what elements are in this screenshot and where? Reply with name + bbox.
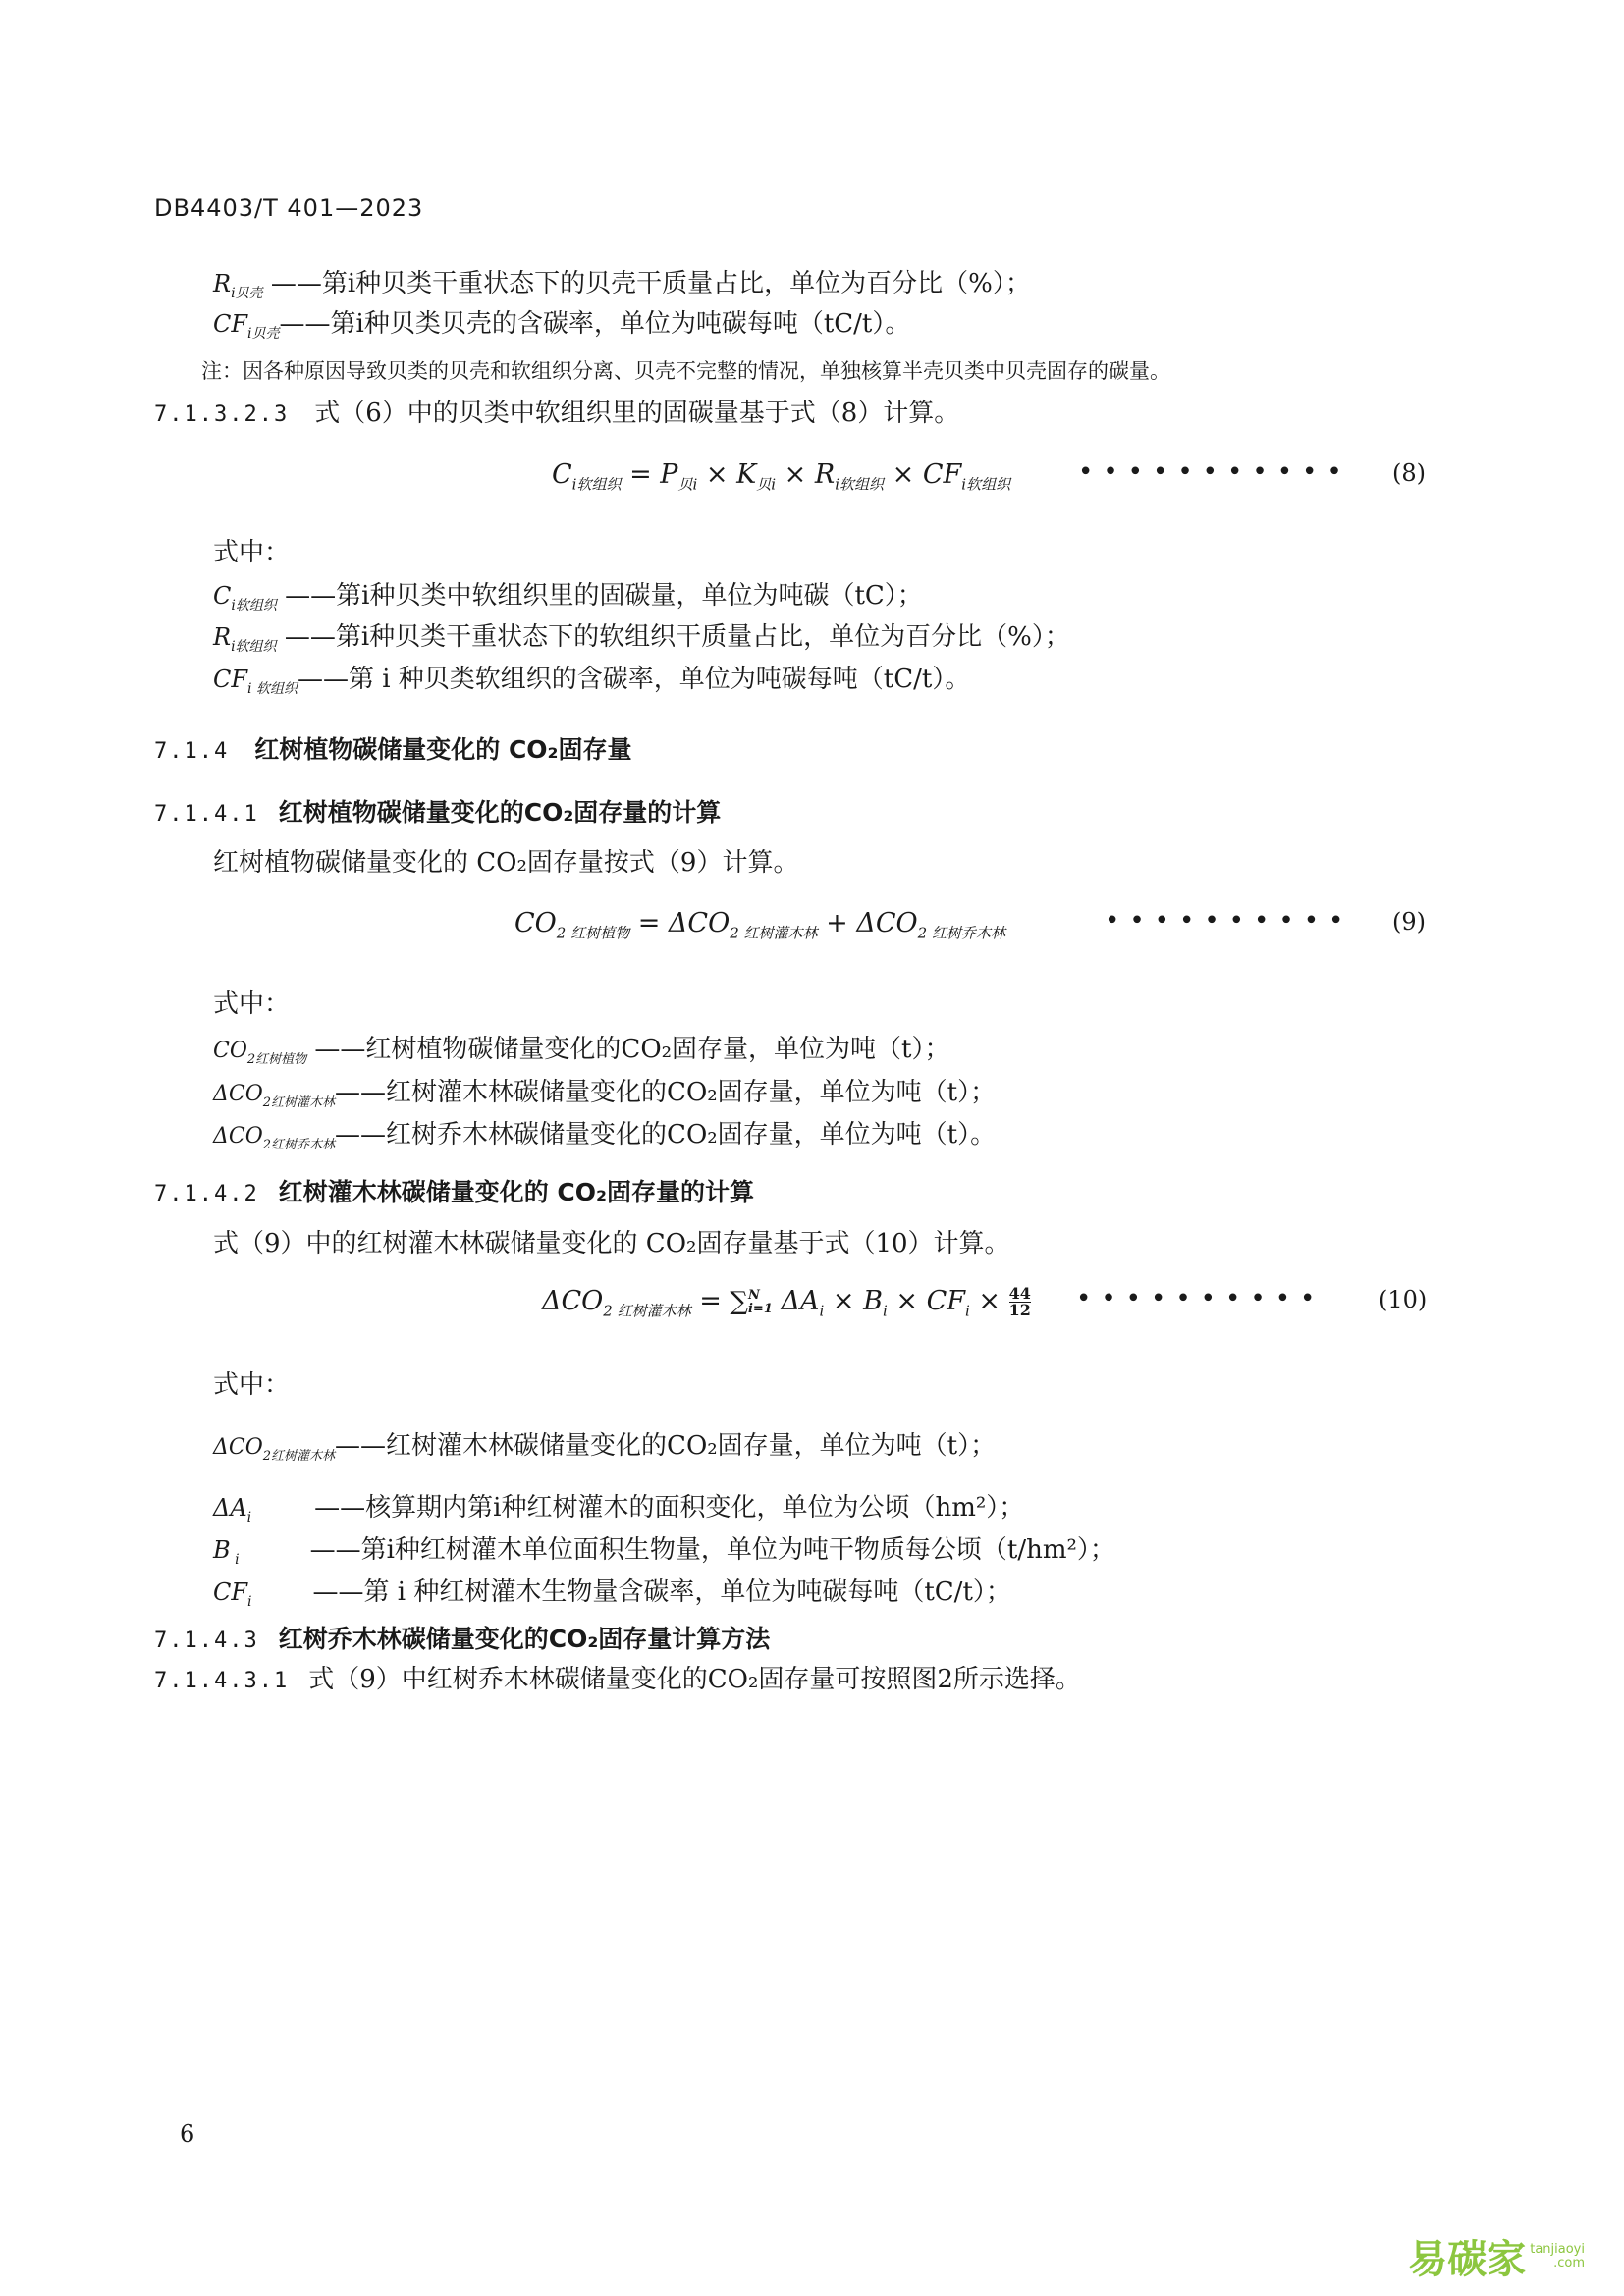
formula-10: $\Delta CO_{2 红树灌木林}$ = ∑ N i=1 $\Delta A_i \times B_i \times CF_i$ × $\frac{44}{12}$ [542, 1284, 1031, 1320]
watermark-logo: 易碳家 tanjiaoyi .com [1408, 2237, 1585, 2282]
equation-number-10: (10) [1379, 1286, 1428, 1313]
clause-7-1-4-3-1: 7.1.4.3.1 式（9）中红树乔木林碳储量变化的CO₂固存量可按照图2所示选择。 [154, 1665, 1081, 1694]
document-code: DB4403/T 401—2023 [154, 194, 424, 222]
definition-c-soft: $C_{i软组织}$ ——第i种贝类中软组织里的固碳量，单位为吨碳（tC）； [213, 581, 923, 614]
paragraph-7-1-4-2: 式（9）中的红树灌木林碳储量变化的 CO₂固存量基于式（10）计算。 [213, 1229, 1010, 1258]
leader-dots: ••••••••••• [1078, 457, 1352, 487]
definition-delta-a: $\Delta A_i$ ——核算期内第i种红树灌木的面积变化，单位为公顷（hm²）； [213, 1493, 1025, 1526]
formula-8: $C_{i软组织} = P_{贝i} \times K_{贝i} \times R_{i软组织} \times CF_{i软组织}$ [552, 459, 1011, 494]
definition-r-shell: $R_{i贝壳}$ ——第i种贝类干重状态下的贝壳干质量占比，单位为百分比（%）； [213, 269, 1031, 302]
definition-delta-co2-shrub: $\Delta CO_{2红树灌木林}——$红树灌木林碳储量变化的CO₂固存量，单位为吨（t）； [213, 1431, 997, 1465]
heading-7-1-4-1: 7.1.4.1 红树植物碳储量变化的CO₂固存量的计算 [154, 798, 722, 827]
definition-co2-mangrove: $CO_{2红树植物}$ ——红树植物碳储量变化的CO₂固存量，单位为吨（t）； [213, 1035, 950, 1068]
note: 注：因各种原因导致贝类的贝壳和软组织分离、贝壳不完整的情况，单独核算半壳贝类中贝壳固存的碳量。 [201, 359, 1170, 383]
equation-number-9: (9) [1392, 908, 1426, 935]
definition-co2-shrub: $\Delta CO_{2红树灌木林}——$红树灌木林碳储量变化的CO₂固存量，单位为吨（t）； [213, 1078, 997, 1111]
definition-b: B $_i$ ——第i种红树灌木单位面积生物量，单位为吨干物质每公顷（t/hm²）； [213, 1535, 1115, 1569]
heading-7-1-4: 7.1.4 红树植物碳储量变化的 CO₂固存量 [154, 735, 632, 764]
paragraph-7-1-4-1: 红树植物碳储量变化的 CO₂固存量按式（9）计算。 [213, 848, 799, 878]
definition-cf-shell: $CF_{i贝壳}——$第i种贝类贝壳的含碳率，单位为吨碳每吨（tC/t）。 [213, 309, 911, 343]
equation-number-8: (8) [1392, 459, 1426, 487]
page-number: 6 [180, 2120, 195, 2148]
definition-r-soft: $R_{i软组织}$ ——第i种贝类干重状态下的软组织干质量占比，单位为百分比（%）； [213, 622, 1070, 656]
where-label: 式中： [213, 538, 291, 567]
where-label: 式中： [213, 989, 291, 1019]
definition-cf: $CF_i$ ——第 i 种红树灌木生物量含碳率，单位为吨碳每吨（tC/t）； [213, 1577, 1011, 1611]
formula-9: $CO_{2 红树植物} = \Delta CO_{2 红树灌木林} + \Delta CO_{2 红树乔木林}$ [514, 908, 1005, 942]
definition-cf-soft: $CF_{i 软组织}——$第 i 种贝类软组织的含碳率，单位为吨碳每吨（tC/t）。 [213, 665, 971, 698]
leader-dots: •••••••••• [1076, 1284, 1326, 1313]
definition-co2-tree: $\Delta CO_{2红树乔木林}——$红树乔木林碳储量变化的CO₂固存量，单位为吨（t）。 [213, 1120, 997, 1153]
clause-7-1-3-2-3: 7.1.3.2.3 式（6）中的贝类中软组织里的固碳量基于式（8）计算。 [154, 399, 960, 428]
fraction-44-12: $\frac{44}{12}$ [1008, 1284, 1031, 1319]
heading-7-1-4-3: 7.1.4.3 红树乔木林碳储量变化的CO₂固存量计算方法 [154, 1625, 771, 1653]
leader-dots: •••••••••• [1105, 906, 1354, 935]
where-label: 式中： [213, 1370, 291, 1400]
heading-7-1-4-2: 7.1.4.2 红树灌木林碳储量变化的 CO₂固存量的计算 [154, 1178, 754, 1206]
